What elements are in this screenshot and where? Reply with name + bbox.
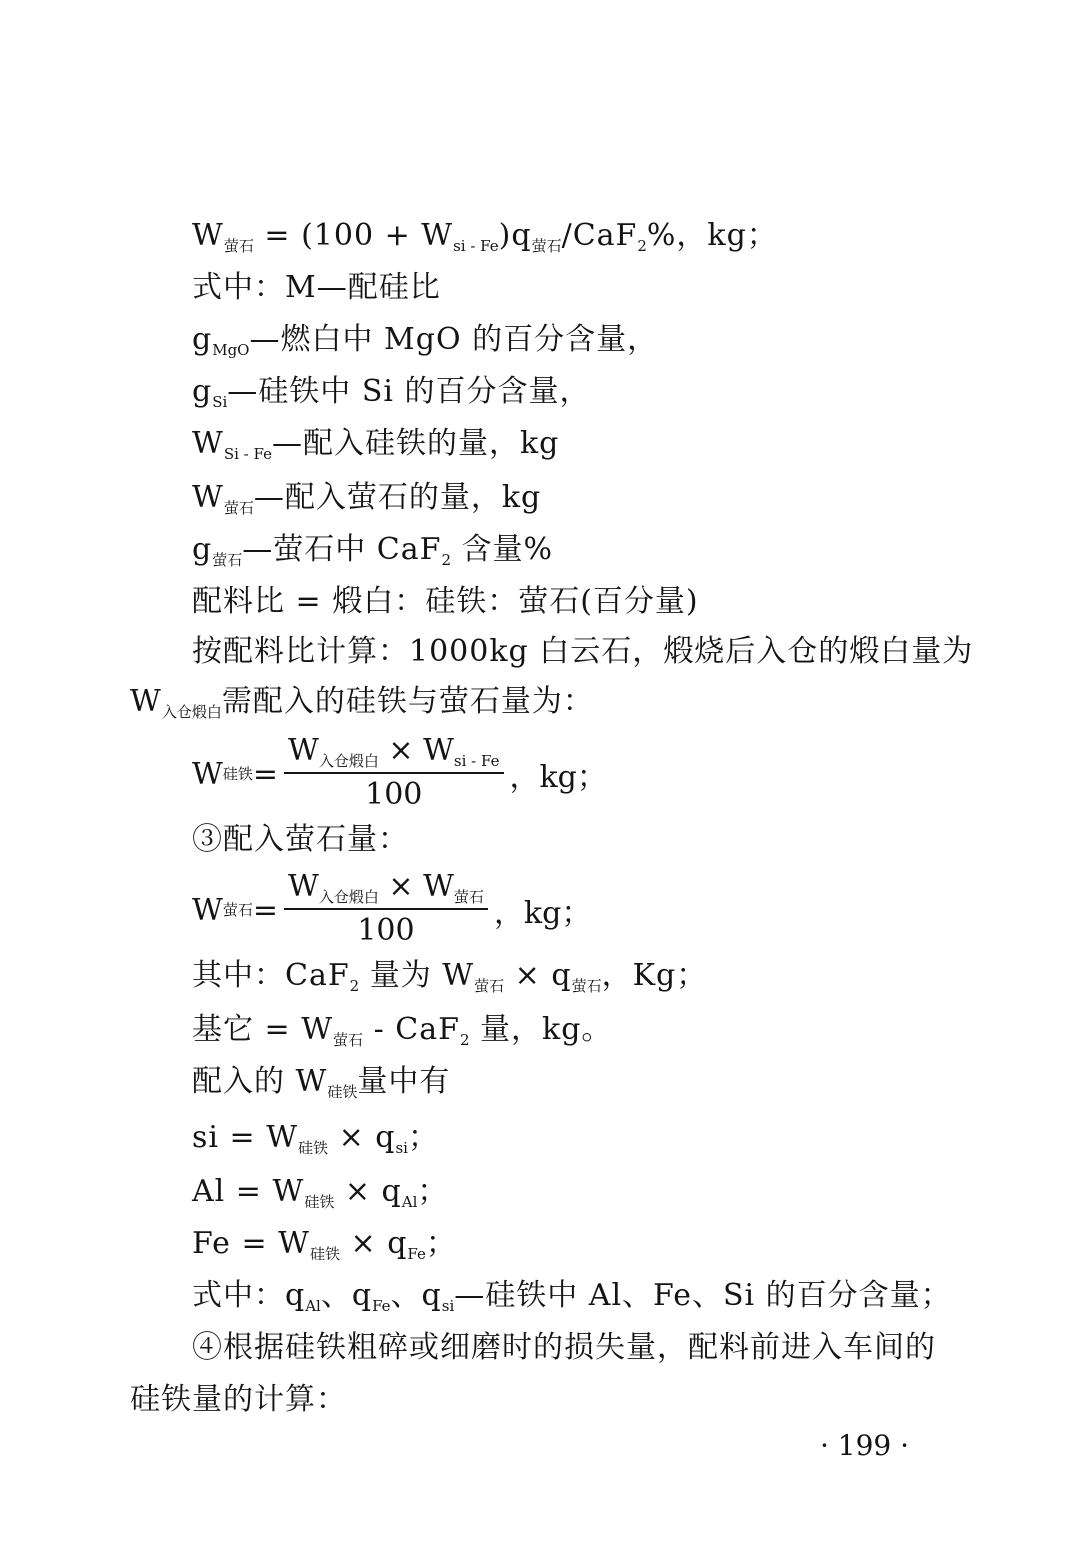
text-line-other: 基它 = $W_{萤石} - CaF_2$ 量，kg。 <box>192 1012 613 1049</box>
formula-si: si = $W_{硅铁} \times q_{si}$； <box>192 1120 439 1157</box>
formula-fe: $Fe = W_{硅铁} \times q_{Fe}$； <box>192 1226 457 1263</box>
text-line-g-mgo: $g_{MgO}—$燃白中 MgO 的百分含量， <box>192 322 659 359</box>
text-line-ratio: 配料比 = 煅白：硅铁：萤石(百分量) <box>192 584 699 619</box>
page-number: · 199 · <box>820 1429 910 1462</box>
text-line-step-3: ③配入萤石量： <box>192 822 409 857</box>
text-line-g-fluorite: $g_{萤石}—$萤石中 CaF$_2$ 含量% <box>192 532 554 569</box>
paragraph-line-step-4: ④根据硅铁粗碎或细磨时的损失量，配料前进入车间的 <box>192 1330 936 1365</box>
text-line-contains: 配入的 $W_{硅铁}$量中有 <box>192 1064 451 1101</box>
text-line-where-m: 式中：M—配硅比 <box>192 270 441 305</box>
paragraph-line-calc-cont: $W_{入仓煅白}$需配入的硅铁与萤石量为： <box>130 684 594 721</box>
paragraph-line-calc: 按配料比计算：1000kg 白云石，煅烧后入仓的煅白量为 <box>192 634 974 669</box>
paragraph-line-step-4-cont: 硅铁量的计算： <box>130 1382 347 1417</box>
fraction: $\frac{W_{入仓煅白} \times W_{萤石}}{100}$ <box>284 870 488 950</box>
fraction: $\frac{W_{入仓煅白} \times W_{si - Fe}}{100}$ <box>284 734 504 814</box>
text-line-caf2-amount: 其中：CaF$_2$ 量为 $W_{萤石} \times q_{萤石}$，Kg； <box>192 958 708 995</box>
formula-fluorite: W 萤石 = $\frac{W_{入仓煅白} \times W_{萤石}}{100}$ ，kg； <box>192 869 592 948</box>
formula-al: $Al = W_{硅铁} \times q_{Al}$； <box>192 1174 449 1211</box>
text-line-where-q: 式中：$q_{Al}$、$q_{Fe}$、$q_{si}—$硅铁中 Al、Fe、Si 的百分含量； <box>192 1278 952 1315</box>
formula-line-fluorite-weight: $W_{萤石} = (100 + W_{si - Fe})q_{萤石}/CaF_2\%$，kg； <box>192 218 778 255</box>
text-line-g-si: $g_{Si}—$硅铁中 Si 的百分含量， <box>192 374 591 411</box>
text-line-w-fluorite: $W_{萤石}—$配入萤石的量，kg <box>192 480 542 517</box>
text-line-w-sife: $W_{Si - Fe}—$配入硅铁的量，kg <box>192 426 560 463</box>
formula-ferrosilicon: W 硅铁 = $\frac{W_{入仓煅白} \times W_{si - Fe}}{100}$ ，kg； <box>192 733 607 812</box>
